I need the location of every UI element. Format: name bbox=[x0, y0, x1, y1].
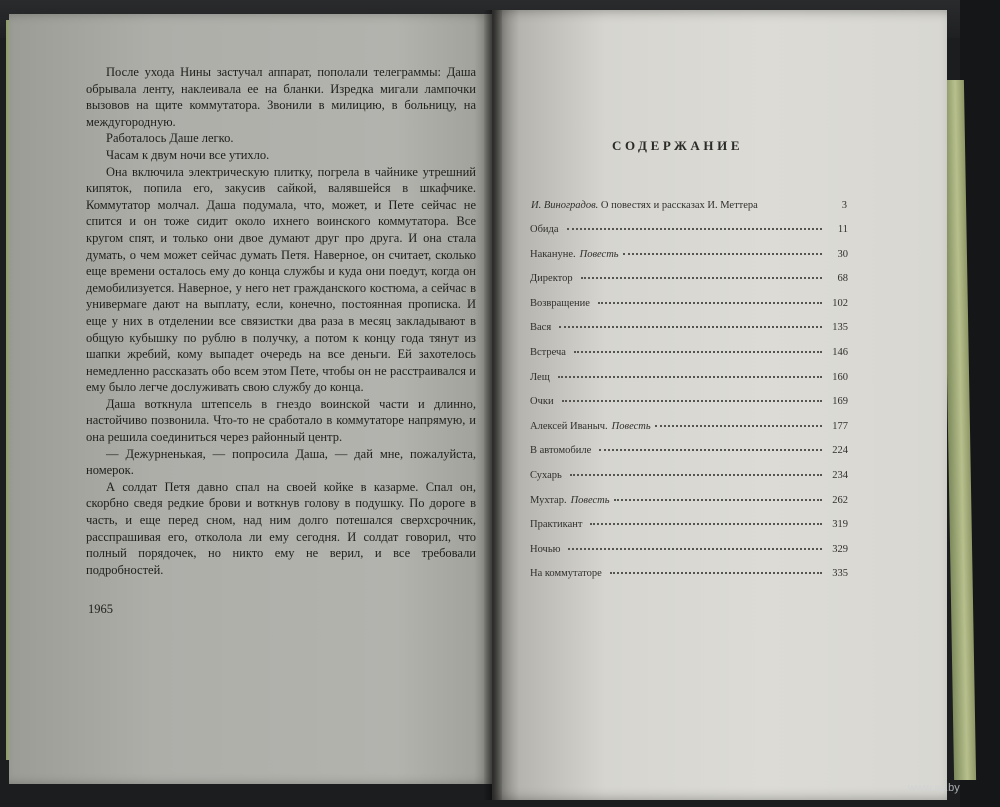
paragraph: Работалось Даше легко. bbox=[106, 131, 234, 146]
toc-intro-entry bbox=[531, 200, 847, 211]
dot-leader bbox=[574, 350, 822, 353]
toc-entry-title: Вася bbox=[530, 322, 552, 334]
toc-entry bbox=[530, 519, 848, 544]
toc-entry-title: Алексей Иваныч. bbox=[530, 420, 608, 432]
paragraph: А солдат Петя давно спал на своей койке в казарме. Спал он, скорбно сведя редкие брови и воткнув голову в подушку. По дороге в часть, и еще перед сном, над ним долго потешался сверхсрочник, расспрашивая его, отколола ли ему сегодня. И солдат говорил, что полный порядочек, но никто ему не верил, и все требовали подробностей. bbox=[86, 479, 476, 577]
toc-entry bbox=[530, 495, 848, 520]
toc-entry bbox=[530, 544, 848, 569]
toc-entry-genre: Повесть bbox=[579, 248, 619, 260]
toc-entry-genre: Повесть bbox=[611, 420, 651, 432]
dot-leader bbox=[614, 498, 822, 501]
intro-title: О повестях и рассказах И. Меттера bbox=[600, 200, 758, 211]
toc-entry-title: Встреча bbox=[530, 346, 566, 358]
toc-entry-page: 335 bbox=[832, 568, 848, 580]
toc-entry-genre: Повесть bbox=[570, 494, 610, 506]
intro-page-number: 3 bbox=[841, 200, 847, 211]
toc-entry-page: 102 bbox=[832, 297, 848, 309]
toc-entry bbox=[530, 421, 848, 446]
toc-entry bbox=[530, 445, 848, 470]
toc-entry-page: 30 bbox=[837, 248, 848, 260]
toc-entry-title: Ночью bbox=[530, 543, 561, 555]
toc-entry-title: Сухарь bbox=[530, 469, 562, 481]
paragraph: — Дежурненькая, — попросила Даша, — дай мне, пожалуйста, номерок. bbox=[86, 446, 476, 478]
toc-entry-page: 146 bbox=[832, 346, 848, 358]
toc-entry bbox=[530, 298, 848, 323]
dot-leader bbox=[562, 399, 822, 402]
toc-entry-title: Мухтар. bbox=[530, 494, 567, 506]
toc-entry bbox=[530, 347, 848, 372]
toc-entry-title: Лещ bbox=[530, 371, 550, 383]
dot-leader bbox=[655, 424, 822, 427]
story-text bbox=[86, 64, 476, 578]
dot-leader bbox=[558, 375, 822, 378]
dot-leader bbox=[598, 301, 822, 304]
contents-heading: СОДЕРЖАНИЕ bbox=[612, 138, 744, 153]
toc-entry-title: На коммутаторе bbox=[530, 568, 602, 580]
toc-entry bbox=[530, 273, 848, 298]
toc-entry bbox=[530, 372, 848, 397]
dot-leader bbox=[570, 473, 822, 476]
toc-entry-title: Обида bbox=[530, 224, 559, 235]
toc-entry-title: Накануне. bbox=[530, 248, 576, 260]
book-spine bbox=[484, 10, 502, 800]
toc-entry-page: 177 bbox=[832, 420, 848, 432]
toc-entry-title: В автомобиле bbox=[530, 445, 592, 457]
paragraph: Часам к двум ночи все утихло. bbox=[106, 147, 270, 162]
toc-entry bbox=[530, 249, 848, 274]
toc-entry bbox=[530, 568, 848, 593]
toc-entry bbox=[530, 470, 848, 495]
dot-leader bbox=[623, 252, 822, 255]
toc-entry-page: 160 bbox=[832, 371, 848, 383]
dot-leader bbox=[581, 276, 822, 279]
toc-entry-page: 224 bbox=[832, 445, 848, 457]
paragraph: После ухода Нины застучал аппарат, пополали телеграммы: Даша обрывала ленту, наклеивала ее на бланки. Изредка мигали лампочки вызовов на щите коммутатора. Звонили в милицию, в больницу, на междугородную. bbox=[86, 65, 476, 129]
paragraph: Она включила электрическую плитку, погрела в чайнике утрешний кипяток, попила его, закусив сайкой, валявшейся в шкафчике. Коммутатор молчал. Даша подумала, что, может, и Пете сейчас не спится и он тоже сидит около ихнего воинского коммутатора. Все кругом спят, и только они двое думают друг про друга. И она стала думать, о чем может сейчас думать Петя. Наверное, он считает, сколько еще времени осталось ему до конца службы и куда они поедут, когда он демобилизуется. Наверное, у него нет гражданского костюма, а сейчас в универмаге дают на выплату, если, конечно, постоянная прописка. И еще у них в отделении все связистки два раза в месяц закладывают в общую кубышку по рублю в получку, а потом к концу года тянут из шапки жребий, кому выпадет очередь на все деньги. Ей захотелось немедленно рассказать обо всем этом Пете, чтобы он не расстраивался и ему было легче дослуживать свою службу до конца. bbox=[86, 164, 476, 395]
dot-leader bbox=[599, 448, 822, 451]
toc-entry-title: Возвращение bbox=[530, 297, 590, 309]
dot-leader bbox=[610, 571, 822, 574]
paragraph: Даша воткнула штепсель в гнездо воинской части и длинно, настойчиво позвонила. Что-то не сработало в коммутаторе напрямую, и она решила соединиться через районный центр. bbox=[86, 396, 476, 445]
dot-leader bbox=[590, 522, 822, 525]
dot-leader bbox=[559, 325, 822, 328]
toc-entry-page: 11 bbox=[837, 224, 848, 235]
toc-entry-title: Очки bbox=[530, 396, 554, 408]
toc-entry-page: 262 bbox=[832, 494, 848, 506]
toc-entry-page: 169 bbox=[832, 396, 848, 408]
dot-leader bbox=[567, 227, 822, 230]
toc-entry-page: 329 bbox=[832, 543, 848, 555]
toc-entry bbox=[530, 224, 848, 249]
dot-leader bbox=[568, 547, 822, 550]
toc-entry bbox=[530, 396, 848, 421]
story-year: 1965 bbox=[88, 602, 113, 616]
toc-entry-page: 135 bbox=[832, 322, 848, 334]
toc-list bbox=[530, 224, 848, 593]
toc-entry-page: 319 bbox=[832, 519, 848, 531]
toc-entry-title: Директор bbox=[530, 273, 573, 285]
toc-entry-page: 68 bbox=[837, 273, 848, 285]
toc-entry-page: 234 bbox=[832, 469, 848, 481]
intro-author: И. Виноградов. bbox=[531, 200, 599, 211]
watermark: www.ay.by bbox=[908, 782, 960, 794]
toc-entry-title: Практикант bbox=[530, 519, 583, 531]
toc-entry bbox=[530, 322, 848, 347]
